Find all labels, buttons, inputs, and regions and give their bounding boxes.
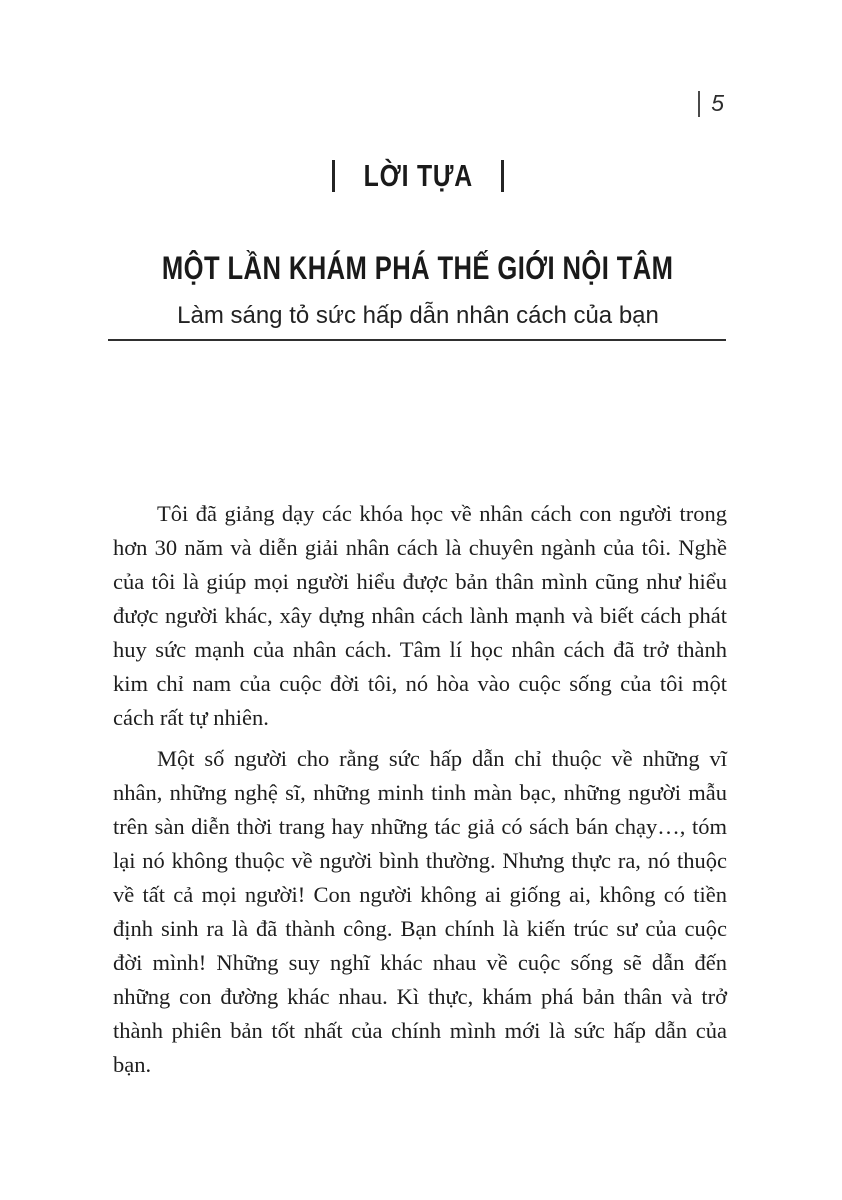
section-header bbox=[108, 158, 728, 194]
section-header-left-bar bbox=[332, 160, 335, 192]
section-header-label: LỜI TỰA bbox=[363, 158, 473, 193]
chapter-title: MỘT LẦN KHÁM PHÁ THẾ GIỚI NỘI TÂM bbox=[162, 250, 674, 286]
paragraph-1: Tôi đã giảng dạy các khóa học về nhân cách con người trong hơn 30 năm và diễn giải nhân cách là chuyên ngành của tôi. Nghề của tôi là giúp mọi người hiểu được bản thân mình cũng như hiểu được người khác, xây dựng nhân cách lành mạnh và biết cách phát huy sức mạnh của nhân cách. Tâm lí học nhân cách đã trở thành kim chỉ nam của cuộc đời tôi, nó hòa vào cuộc sống của tôi một cách rất tự nhiên. bbox=[113, 501, 727, 730]
paragraph-2: Một số người cho rằng sức hấp dẫn chỉ thuộc về những vĩ nhân, những nghệ sĩ, những minh tinh màn bạc, những người mẫu trên sàn diễn thời trang hay những tác giả có sách bán chạy…, tóm lại nó không thuộc về người bình thường. Nhưng thực ra, nó thuộc về tất cả mọi người! Con người không ai giống ai, không có tiền định sinh ra là đã thành công. Bạn chính là kiến trúc sư của cuộc đời mình! Những suy nghĩ khác nhau về cuộc sống sẽ dẫn đến những con đường khác nhau. Kì thực, khám phá bản thân và trở thành phiên bản tốt nhất của chính mình mới là sức hấp dẫn của bạn. bbox=[113, 746, 727, 1077]
page-number bbox=[698, 90, 724, 117]
page-number-separator-bar bbox=[698, 91, 700, 117]
body-text bbox=[113, 497, 727, 1089]
chapter-title-row bbox=[108, 250, 728, 287]
chapter-subtitle: Làm sáng tỏ sức hấp dẫn nhân cách của bạn bbox=[177, 302, 659, 329]
page-number-value: 5 bbox=[711, 90, 724, 116]
section-header-right-bar bbox=[501, 160, 504, 192]
title-divider-rule bbox=[108, 339, 726, 341]
